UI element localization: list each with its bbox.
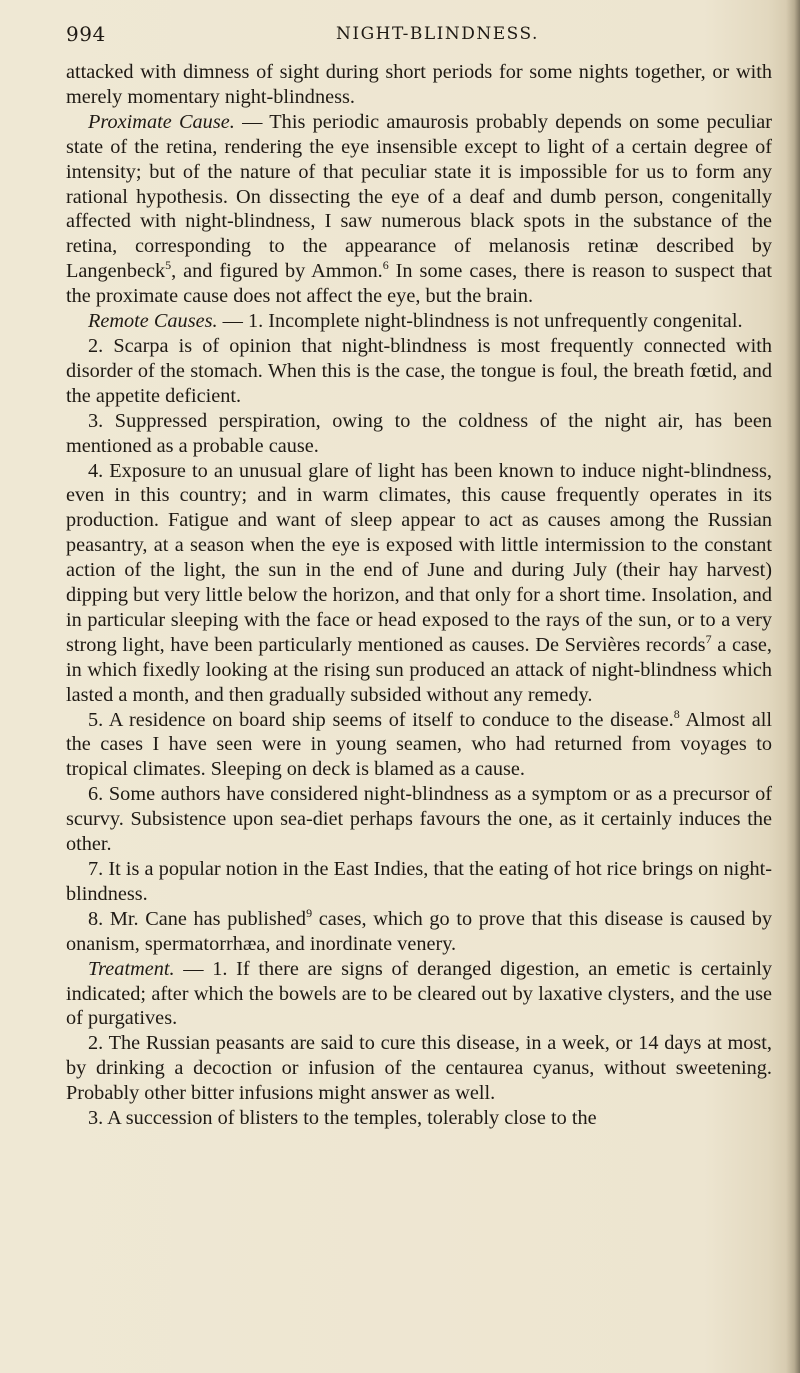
paragraph-text: — 1. If there are signs of deranged digestion, an emetic is certainly indicated; after which the bowels are to be cleared out by laxative clysters, and the use of purgatives. (66, 957, 772, 1030)
paragraph-text: In some cases, there is reason to suspect that the proximate cause does not affect the eye, but the brain. (66, 260, 772, 308)
footnote-marker: 9 (306, 906, 313, 921)
paragraph-text: a case, in which fixedly looking at the rising sun produced an attack of night-blindness which lasted a month, and then gradually subsided without any remedy. (66, 633, 772, 706)
paragraph-item (66, 708, 772, 783)
paragraph-continuation (66, 60, 772, 110)
paragraph-text: 2. The Russian peasants are said to cure this disease, in a week, or 14 days at most, by drinking a decoction or infusion of the centaurea cyanus, without sweetening. Probably other bitter infusions might answer as well. (66, 1032, 772, 1105)
paragraph-item (66, 1106, 772, 1131)
body-text (66, 60, 772, 1131)
footnote-marker: 5 (165, 258, 172, 273)
paragraph-remote-causes (66, 309, 772, 334)
page-number: 994 (66, 22, 106, 46)
paragraph-text: 2. Scarpa is of opinion that night-blindness is most frequently connected with disorder of the stomach. When this is the case, the tongue is foul, the breath fœtid, and the appetite deficient. (66, 334, 772, 407)
paragraph-item (66, 782, 772, 857)
paragraph-item (66, 459, 772, 708)
paragraph-text: 4. Exposure to an unusual glare of light has been known to induce night-blindness, even in this country; and in warm climates, this cause frequently operates in its production. Fatigue and want of sleep appear to act as causes among the Russian peasantry, at a season when the eye is exposed with little intermission to the constant action of the light, the sun in the end of June and during July (their hay harvest) dipping but very little below the horizon, and that only for a short time. Insolation, and in particular sleeping with the face or head exposed to the rays of the sun, or to a very strong light, have been particularly mentioned as causes. De Servières records (66, 459, 772, 656)
section-heading: Treatment. (88, 957, 175, 980)
paragraph-text: 3. A succession of blisters to the temples, tolerably close to the (88, 1107, 597, 1130)
paragraph-item (66, 1031, 772, 1106)
paragraph-text: , and figured by Ammon. (171, 260, 383, 283)
section-heading: Proximate Cause. (88, 110, 235, 133)
page-edge-shadow (786, 0, 800, 1373)
page-header (66, 22, 766, 48)
paragraph-text: 3. Suppressed perspiration, owing to the coldness of the night air, has been mentioned as a probable cause. (66, 409, 772, 457)
paragraph-text: 6. Some authors have considered night-blindness as a symptom or as a precursor of scurvy. Subsistence upon sea-diet perhaps favours the one, as it certainly induces the other. (66, 783, 772, 856)
paragraph-text: 8. Mr. Cane has published (88, 907, 307, 930)
paragraph-text: 7. It is a popular notion in the East Indies, that the eating of hot rice brings on night-blindness. (66, 858, 772, 905)
paragraph-item (66, 409, 772, 459)
paragraph-proximate-cause (66, 110, 772, 309)
footnote-marker: 6 (382, 258, 389, 273)
footnote-marker: 7 (705, 632, 712, 647)
paragraph-item (66, 857, 772, 907)
paragraph-text: Almost all the cases I have seen were in young seamen, who had returned from voyages to tropical climates. Sleeping on deck is blamed as a cause. (66, 708, 772, 781)
paragraph-text: 5. A residence on board ship seems of itself to conduce to the disease. (88, 708, 674, 731)
paragraph-text: — This periodic amaurosis probably depends on some peculiar state of the retina, rendering the eye insensible except to light of a certain degree of intensity; but of the nature of that peculiar state it is impossible for us to form any rational hypothesis. On dissecting the eye of a deaf and dumb person, congenitally affected with night-blindness, I saw numerous black spots in the substance of the retina, corresponding to the appearance of melanosis retinæ described by Langenbeck (66, 110, 772, 283)
paragraph-text: cases, which go to prove that this disease is caused by onanism, spermatorrhæa, and inordinate venery. (66, 907, 773, 955)
paragraph-text: attacked with dimness of sight during short periods for some nights together, or with merely momentary night-blindness. (66, 61, 772, 108)
running-head: NIGHT-BLINDNESS. (336, 24, 539, 44)
paragraph-treatment (66, 957, 772, 1032)
footnote-marker: 8 (673, 706, 680, 721)
paragraph-item (66, 907, 772, 957)
section-heading: Remote Causes. (88, 310, 218, 333)
paragraph-text: — 1. Incomplete night-blindness is not unfrequently congenital. (217, 310, 743, 333)
paragraph-item (66, 334, 772, 409)
